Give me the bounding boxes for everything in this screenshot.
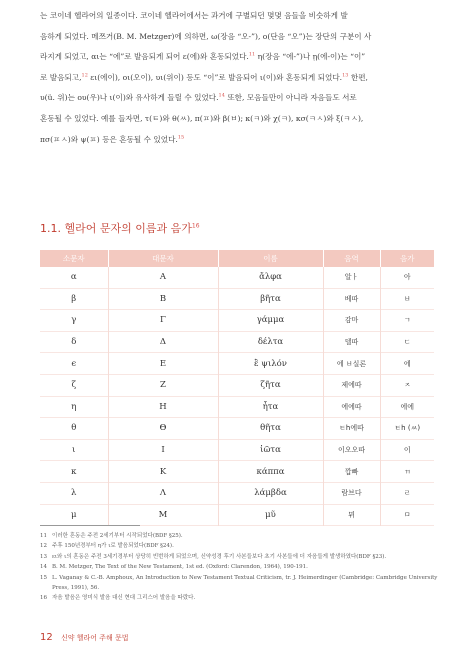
table-cell: θῆτα: [218, 418, 323, 440]
table-row: [40, 267, 434, 288]
body-paragraph: [40, 6, 434, 150]
table-cell: 감마: [323, 310, 380, 332]
body-line: 는 코이네 헬라어의 일종이다. 코이네 헬라어에서는 과거에 구별되던 몇몇 음들을 비슷하게 발: [40, 11, 348, 20]
footnote-ref[interactable]: 11: [248, 51, 256, 58]
footnote-number: 16: [40, 595, 47, 602]
table-cell: ζ: [40, 374, 108, 396]
table-header: [40, 250, 434, 267]
table-cell: ㄷ: [403, 338, 411, 347]
footnote: [40, 583, 440, 593]
table-cell: Ζ: [108, 374, 218, 396]
table-cell: ㄹ: [403, 489, 411, 498]
table-cell: θ: [40, 418, 108, 440]
alphabet-table: [40, 250, 434, 526]
table-row: [40, 310, 434, 332]
footnote: [40, 573, 440, 583]
table-row: [40, 482, 434, 504]
footnote: [40, 541, 440, 551]
table-cell: ㅌh (ㅆ): [394, 424, 421, 433]
section-title-text: 1.1. 헬라어 문자의 이름과 음가: [40, 222, 192, 235]
footnote-number: 13: [40, 553, 47, 560]
table-cell: κάππα: [218, 461, 323, 483]
table-cell: ㄱ: [403, 316, 411, 325]
table-cell: 에 ㅂ실론: [323, 353, 380, 375]
footnote-divider: [40, 525, 140, 526]
table-cell: ζῆτα: [218, 374, 323, 396]
table-row: [40, 396, 434, 418]
footnote-text: 주후 150년경부터 η가 ι로 발음되었다(BDF §24).: [52, 543, 174, 550]
footnote: [40, 562, 440, 572]
table-row: [40, 504, 434, 526]
table-cell: ㅈ: [403, 381, 411, 390]
column-header: 대문자: [108, 250, 218, 267]
footnote-text: Press, 1991), 56.: [52, 585, 100, 592]
table-cell: ἒ ψιλόν: [218, 353, 323, 375]
footnote-text: L. Vaganay & C.-B. Amphoux, An Introduction to New Testament Textual Criticism, tr. J. Heimerdinger (Cambridge: Cambridge University: [52, 574, 438, 581]
footnote: [40, 552, 440, 562]
table-cell: Κ: [108, 461, 218, 483]
footnote: [40, 593, 440, 603]
footnote-number: 12: [40, 543, 47, 550]
table-row: [40, 288, 434, 310]
table-cell: α: [40, 267, 108, 288]
footnote-text: 자음 발음은 영미식 발음 대신 현대 그리스어 발음을 따랐다.: [52, 595, 196, 602]
footnote-number: 14: [40, 564, 47, 571]
page-footer: [40, 632, 129, 643]
table-cell: ἄλφα: [218, 267, 323, 288]
table-cell: μῦ: [218, 504, 323, 526]
footnote-ref[interactable]: 12: [81, 72, 88, 79]
table-cell: 에에따: [323, 396, 380, 418]
table-cell: ϵ: [40, 353, 108, 375]
body-line: πσ(ㅍㅅ)와 ψ(ㅍ) 등은 혼동될 수 있었다.$^{15}$: [40, 134, 185, 144]
table-cell: ἦτα: [218, 396, 323, 418]
section-title: [40, 220, 200, 236]
book-title: 신약 헬라어 주해 문법: [60, 634, 129, 642]
table-cell: Ι: [108, 439, 218, 461]
table-cell: λάμβδα: [218, 482, 323, 504]
table-cell: γ: [40, 310, 108, 332]
table-cell: Β: [108, 288, 218, 310]
table-cell: δ: [40, 331, 108, 353]
table-cell: γάμμα: [218, 310, 323, 332]
footnote: [40, 531, 440, 541]
table-cell: Η: [108, 396, 218, 418]
table-cell: 뮈: [323, 504, 380, 526]
table-cell: 이오오따: [323, 439, 380, 461]
page-number: 12: [40, 632, 53, 643]
table-cell: 이: [403, 446, 411, 455]
body-line: 혼동될 수 있었다. 예를 들자면, τ(ㅌ)와 θ(ㅆ), π(ㅍ)와 β(ㅂ); κ(ㅋ)와 χ(ㅋ), κσ(ㅋㅅ)와 ξ(ㅋㅅ),: [40, 113, 364, 123]
footnote-number: 11: [40, 533, 47, 539]
table-row: [40, 353, 434, 375]
column-header: 소문자: [40, 250, 108, 267]
footnote-text: B. M. Metzger, The Text of the New Testament, 1st ed. (Oxford: Clarendon, 1964), 190-191.: [52, 564, 308, 571]
column-header: 음가: [380, 250, 434, 267]
body-line: υ(ü. 위)는 ου(우)나 ι(이)와 유사하게 들릴 수 있었다.$^{14}$ 또한, 모음들만이 아니라 자음들도 서로: [40, 92, 357, 103]
footnote-ref[interactable]: 13: [342, 72, 349, 79]
table-row: [40, 418, 434, 440]
table-cell: 알ㅏ: [323, 267, 380, 288]
table-cell: Μ: [108, 504, 218, 526]
table-cell: 에: [403, 359, 411, 368]
table-row: [40, 461, 434, 483]
table-cell: μ: [40, 504, 108, 526]
column-header: 이름: [218, 250, 323, 267]
table-cell: ἰῶτα: [218, 439, 323, 461]
body-line: 음하게 되었다. 메쯔거(B. M. Metzger)에 의하면, ω(장음 “오-”), ο(단음 “오”)는 장단의 구분이 사: [40, 31, 372, 41]
table-cell: 제에따: [323, 374, 380, 396]
table-cell: Δ: [108, 331, 218, 353]
table-cell: δέλτα: [218, 331, 323, 353]
table-cell: ㄲ: [403, 467, 411, 476]
table-row: [40, 439, 434, 461]
footnote-text: 이러한 혼동은 주전 2세기부터 시작되었다(BDF §25).: [52, 533, 183, 539]
table-row: [40, 331, 434, 353]
table-cell: ㅂ: [403, 294, 411, 303]
table-cell: Ε: [108, 353, 218, 375]
table-cell: 깝빠: [323, 461, 380, 483]
table-cell: βῆτα: [218, 288, 323, 310]
table-row: [40, 374, 434, 396]
table-cell: 베따: [323, 288, 380, 310]
table-cell: Γ: [108, 310, 218, 332]
table-cell: η: [40, 396, 108, 418]
column-header: 음역: [323, 250, 380, 267]
footnote-number: [40, 583, 52, 593]
table-cell: Θ: [108, 418, 218, 440]
table-cell: κ: [40, 461, 108, 483]
body-line: 라지게 되었고, αι는 “에”로 발음되게 되어 ε(에)와 혼동되었다.$^{11}$ η(장음 “에-”)나 ῃ(에-이)는 “이”: [40, 51, 366, 62]
table-body: [40, 267, 434, 526]
footnotes: [40, 531, 440, 604]
table-cell: ι: [40, 439, 108, 461]
footnote-ref[interactable]: 15: [177, 134, 185, 141]
table-cell: Λ: [108, 482, 218, 504]
footnote-text: ει와 ι의 혼동은 주전 3세기경부터 상당히 빈번하게 되었으며, 신약성경 후기 사본들보다 초기 사본들에 더 자음들게 발생하였다(BDF §23).: [52, 553, 387, 560]
table-cell: 람브다: [323, 482, 380, 504]
footnote-ref[interactable]: 16: [191, 222, 200, 230]
table-cell: λ: [40, 482, 108, 504]
table-cell: 아: [403, 273, 411, 282]
footnote-ref[interactable]: 14: [218, 92, 225, 99]
table-cell: ㅁ: [403, 510, 411, 519]
table-cell: β: [40, 288, 108, 310]
table-cell: ㅌh에따: [323, 418, 380, 440]
table-cell: Α: [108, 267, 218, 288]
body-line: 로 발음되고,$^{12}$ ει(에이), οι(오이), υι(위이) 등도 “이”로 발음되어 ι(이)와 혼동되게 되었다.$^{13}$ 한편,: [40, 72, 368, 82]
table-cell: 에에: [400, 402, 415, 411]
table-cell: 델따: [323, 331, 380, 353]
footnote-number: 15: [40, 574, 47, 581]
